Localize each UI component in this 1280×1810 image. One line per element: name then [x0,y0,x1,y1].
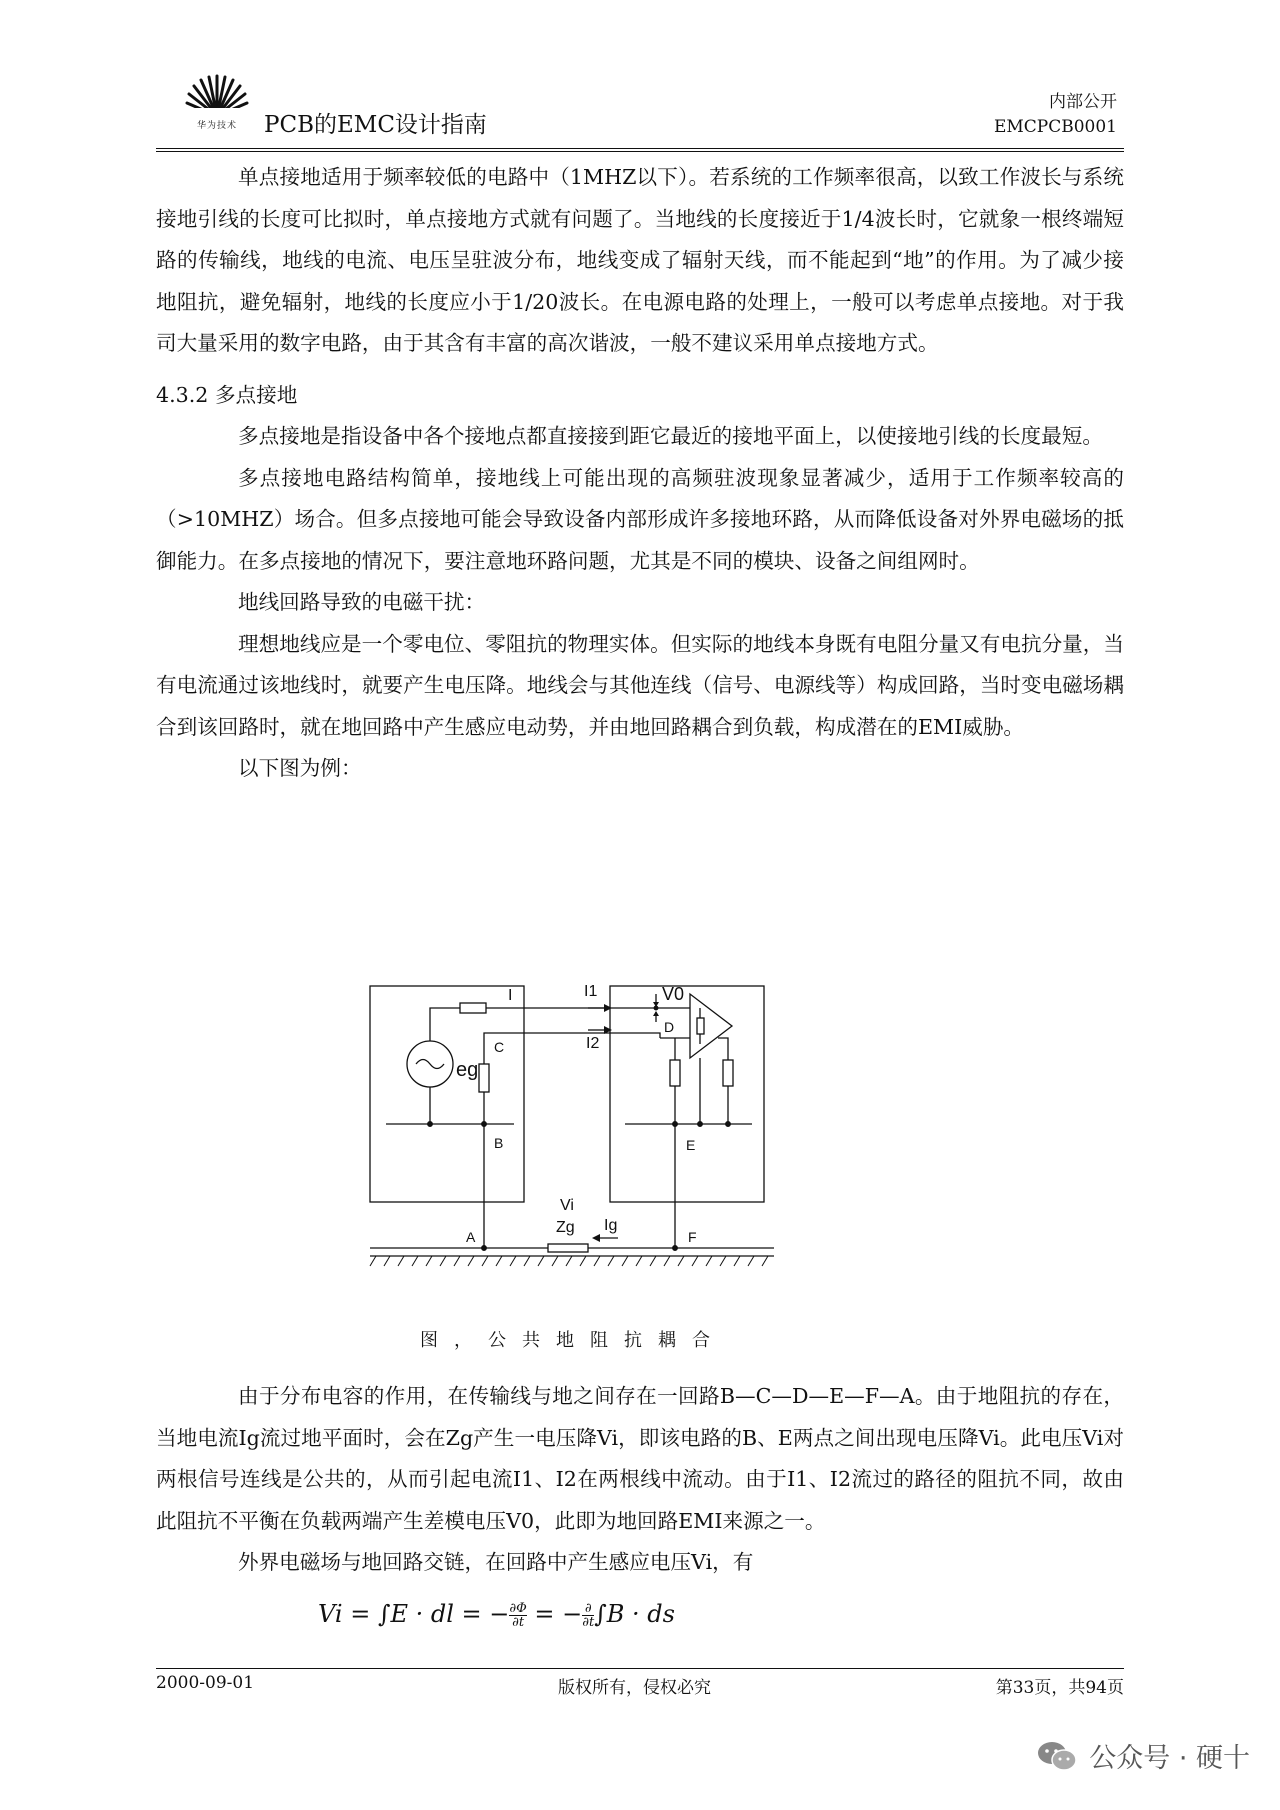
label-eg: eg [456,1059,479,1081]
footer-date: 2000-09-01 [156,1673,255,1693]
footer-page-number: 第33页，共94页 [995,1678,1124,1698]
section-heading: 4.3.2 多点接地 [156,382,298,407]
watermark-text: 公众号 · 硬十 [1089,1743,1250,1774]
amplifier [690,994,732,1058]
body-text-2 [156,1376,1124,1584]
formula-lhs: Vi = ∫E · dl = − [318,1600,510,1628]
label-D: D [664,1019,675,1035]
paragraph-induced-voltage: 外界电磁场与地回路交链，在回路中产生感应电压Vi，有 [238,1550,754,1574]
sine-wave-icon [416,1060,444,1069]
footer-rule [156,1668,1124,1669]
formula-frac1-den: ∂t [512,1615,525,1630]
common-ground-impedance-diagram [360,976,784,1276]
wechat-icon [1037,1739,1077,1773]
left-device-box [370,986,524,1202]
document-id: EMCPCB0001 [993,117,1117,137]
header-rule [156,148,1124,149]
label-I2: I2 [586,1035,600,1052]
load-resistor-right-1 [670,1060,680,1086]
paragraph-single-point-ground: 单点接地适用于频率较低的电路中（1MHZ以下）。若系统的工作频率很高，以致工作波长与系统接地引线的长度可比拟时，单点接地方式就有问题了。当地线的长度接近于1/4波长时，它就象一根终端短路的传输线，地线的电流、电压呈驻波分布，地线变成了辐射天线，而不能起到“地”的作用。为了减少接地阻抗，避免辐射，地线的长度应小于1/20波长。在电源电路的处理上，一般可以考虑单点接地。对于我司大量采用的数字电路，由于其含有丰富的高次谐波，一般不建议采用单点接地方式。 [156,165,1124,355]
label-F: F [688,1229,697,1245]
label-Vi: Vi [560,1197,574,1214]
formula-mid: = − [526,1600,583,1628]
formula-frac2-den: ∂t [582,1615,595,1630]
document-title: PCB的EMC设计指南 [264,112,487,138]
induced-voltage-formula [318,1600,675,1629]
sunburst-logo-icon [184,70,250,118]
formula-frac2-num: ∂ [582,1602,594,1616]
paragraph-ground-loop-heading: 地线回路导致的电磁干扰： [238,590,486,614]
circuit-figure [360,976,784,1276]
ground-impedance [548,1244,588,1252]
formula-frac1-num: ∂Φ [509,1601,527,1616]
watermark [1037,1736,1250,1775]
body-text [156,157,1124,790]
paragraph-multipoint-definition: 多点接地是指设备中各个接地点都直接接到距它最近的接地平面上，以使接地引线的长度最短。 [238,424,1103,448]
label-E: E [686,1137,696,1153]
label-A: A [466,1229,476,1245]
label-I: I [508,987,513,1004]
header-right [994,90,1117,140]
paragraph-ideal-ground: 理想地线应是一个零电位、零阻抗的物理实体。但实际的地线本身既有电阻分量又有电抗分量，当有电流通过该地线时，就要产生电压降。地线会与其他连线（信号、电源线等）构成回路，当时变电磁场耦合到该回路时，就在地回路中产生感应电动势，并由地回路耦合到负载，构成潜在的EMI威胁。 [156,631,1124,739]
paragraph-multipoint-features: 多点接地电路结构简单，接地线上可能出现的高频驻波现象显著减少，适用于工作频率较高的（>10MHZ）场合。但多点接地可能会导致设备内部形成许多接地环路，从而降低设备对外界电磁场的抵御能力。在多点接地的情况下，要注意地环路问题，尤其是不同的模块、设备之间组网时。 [156,465,1124,573]
load-resistor-left [479,1064,489,1092]
right-device-box [610,986,764,1202]
paragraph-example-intro: 以下图为例： [238,756,362,780]
formula-rhs: ∫B · ds [594,1600,675,1628]
input-resistor [697,1018,704,1034]
label-Ig: Ig [604,1217,618,1234]
header-rule-thin [156,151,1124,152]
label-Zg: Zg [556,1219,575,1236]
paragraph-ground-loop-analysis: 由于分布电容的作用，在传输线与地之间存在一回路B—C—D—E—F—A。由于地阻抗的存在，当地电流Ig流过地平面时，会在Zg产生一电压降Vi，即该电路的B、E两点之间出现电压降Vi。此电压Vi对两根信号连线是公共的，从而引起电流I1、I2在两根线中流动。由于I1、I2流过的路径的阻抗不同，故由此阻抗不平衡在负载两端产生差模电压V0，此即为地回路EMI来源之一。 [156,1384,1124,1533]
company-logo [184,70,250,132]
figure-caption: 图，公共地阻抗耦合 [420,1330,726,1351]
footer-copyright: 版权所有，侵权必究 [558,1678,711,1698]
logo-text: 华为技术 [196,121,237,131]
load-resistor-right-2 [723,1060,733,1086]
classification-label: 内部公开 [1049,92,1117,112]
label-B: B [494,1135,504,1151]
label-C: C [494,1039,505,1055]
label-V0: V0 [662,984,685,1004]
label-I1: I1 [584,983,598,1000]
series-resistor [460,1003,486,1013]
